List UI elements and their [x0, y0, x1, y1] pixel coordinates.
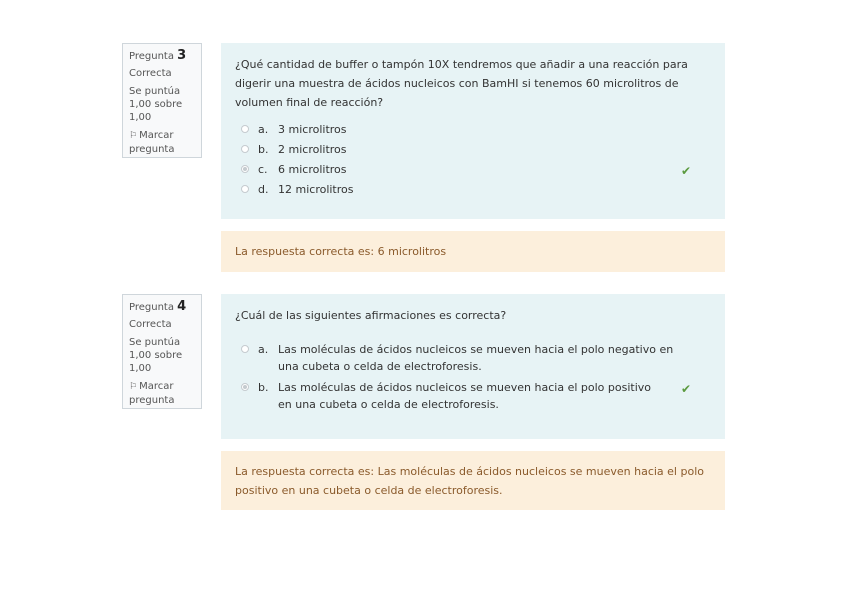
flag-icon: ⚐: [129, 382, 138, 392]
question-grade: Se puntúa 1,00 sobre 1,00: [129, 86, 183, 123]
question-info-4: [122, 294, 202, 409]
correct-answer-text: La respuesta correcta es: Las moléculas de ácidos nucleicos se mueven hacia el polo positivo en una cubeta o celda de electroforesis.: [235, 464, 704, 497]
answer-option[interactable]: b. 2 microlitros: [235, 141, 711, 158]
answer-option-selected[interactable]: c. 6 microlitros ✔: [235, 161, 711, 178]
answer-list: [235, 341, 711, 413]
flag-question-link[interactable]: ⚐ Marcar pregunta: [129, 381, 175, 406]
question-feedback-4: [221, 451, 725, 510]
question-formulation-3: [221, 43, 725, 219]
question-feedback-3: [221, 231, 725, 272]
radio-button-checked[interactable]: [241, 165, 249, 173]
question-number: Pregunta 4: [129, 299, 187, 314]
radio-button[interactable]: [241, 145, 249, 153]
flag-question-link[interactable]: ⚐ Marcar pregunta: [129, 130, 175, 155]
question-state: Correcta: [129, 68, 172, 79]
radio-button-checked[interactable]: [241, 383, 249, 391]
question-state: Correcta: [129, 319, 172, 330]
question-info-3: [122, 43, 202, 158]
question-number: Pregunta 3: [129, 48, 187, 63]
answer-option[interactable]: a. Las moléculas de ácidos nucleicos se mueven hacia el polo negativo en una cubeta o celda de electroforesis.: [235, 341, 711, 375]
check-icon: ✔: [680, 164, 691, 178]
answer-option[interactable]: d. 12 microlitros: [235, 181, 711, 198]
correct-answer-text: La respuesta correcta es: 6 microlitros: [235, 245, 447, 258]
radio-button[interactable]: [241, 345, 249, 353]
check-icon: ✔: [680, 382, 691, 396]
radio-button[interactable]: [241, 185, 249, 193]
answer-option[interactable]: a. 3 microlitros: [235, 121, 711, 138]
question-formulation-4: [221, 294, 725, 439]
answer-option-selected[interactable]: b. Las moléculas de ácidos nucleicos se mueven hacia el polo positivo en una cubeta o celda de electroforesis. ✔: [235, 379, 711, 413]
question-text: ¿Qué cantidad de buffer o tampón 10X tendremos que añadir a una reacción para digerir una muestra de ácidos nucleicos con BamHI si tenemos 60 microlitros de volumen final de reacción?: [235, 58, 688, 109]
question-text: ¿Cuál de las siguientes afirmaciones es correcta?: [235, 309, 507, 322]
answer-list: [235, 121, 711, 198]
radio-button[interactable]: [241, 125, 249, 133]
flag-icon: ⚐: [129, 131, 138, 141]
question-grade: Se puntúa 1,00 sobre 1,00: [129, 337, 183, 374]
